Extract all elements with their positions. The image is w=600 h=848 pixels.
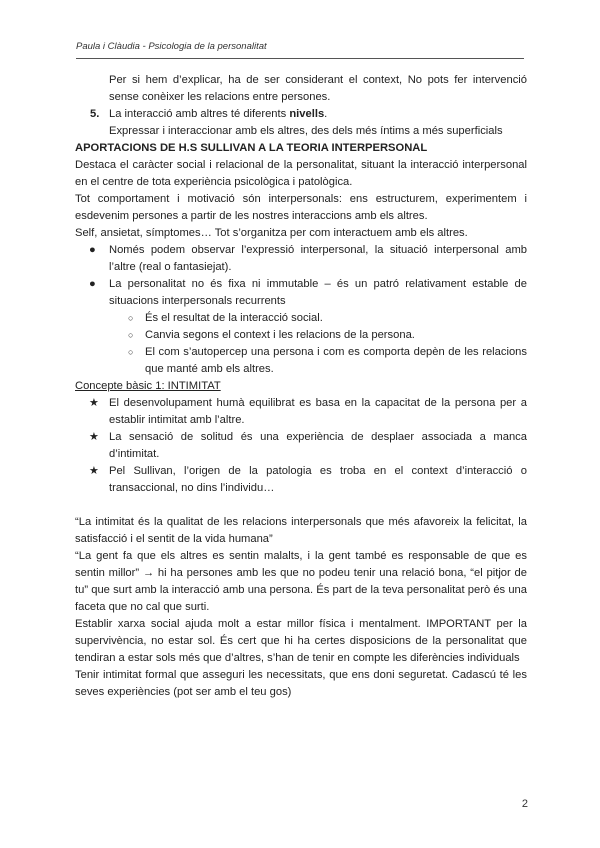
star-icon: ★ [89, 397, 100, 409]
closing-para-2: Tenir intimitat formal que asseguri les necessitats, que ens doni seguretat. Cadascú té les seves experiències (pot ser amb el teu gos) [75, 669, 527, 698]
concept-title: Concepte bàsic 1: INTIMITAT [75, 380, 221, 392]
subbullet-text: El com s’autopercep una persona i com es comporta depèn de les relacions que manté amb els altres. [145, 346, 527, 375]
closing-para-1: Establir xarxa social ajuda molt a estar millor física i mentalment. IMPORTANT per la supervivència, no estar sol. És cert que hi ha certes disposicions de la personalitat que tendiran a estar sols més que d’altres, s’han de tenir en compte les diferències individuals [75, 618, 527, 664]
circle-bullet-icon: ○ [128, 313, 134, 323]
sub-list-item [75, 310, 527, 327]
list-item [75, 242, 527, 276]
star-icon: ★ [89, 465, 100, 477]
page-number: 2 [521, 798, 528, 810]
star-list [75, 395, 527, 497]
list-item [75, 463, 527, 497]
page-header: Paula i Clàudia - Psicologia de la personalitat [76, 41, 267, 52]
star-text: La sensació de solitud és una experiència de desplaer associada a manca d’intimitat. [109, 431, 527, 460]
quote-1: “La intimitat és la qualitat de les relacions interpersonals que més afavoreix la felicitat, la satisfacció i el sentit de la vida humana” [75, 516, 527, 545]
section-heading: APORTACIONS DE H.S SULLIVAN A LA TEORIA INTERPERSONAL [75, 142, 428, 154]
item5-bold: nivells [289, 108, 325, 120]
circle-bullet-icon: ○ [128, 330, 134, 340]
star-text: El desenvolupament humà equilibrat es basa en la capacitat de la persona per a establir intimitat amb l’altre. [109, 397, 527, 426]
sub-list-item [75, 327, 527, 344]
section-para-3: Self, ansietat, símptomes… Tot s’organitza per com interactuem amb els altres. [75, 227, 468, 239]
star-icon: ★ [89, 431, 100, 443]
subbullet-text: Canvia segons el context i les relacions de la persona. [145, 329, 415, 341]
bullet-text: Només podem observar l’expressió interpersonal, la situació interpersonal amb l’altre (real o fantasiejat). [109, 244, 527, 273]
subbullet-text: És el resultat de la interacció social. [145, 312, 323, 324]
intro-paragraph: Per si hem d’explicar, ha de ser considerant el context, No pots fer intervenció sense conèixer les relacions entre persones. [109, 74, 527, 103]
numbered-item-5 [75, 106, 527, 140]
item-number: 5. [90, 108, 100, 120]
list-item [75, 276, 527, 310]
section-para-1: Destaca el caràcter social i relacional de la personalitat, situant la interacció interpersonal en el centre de tota experiència psicològica i patològica. [75, 159, 527, 188]
quote-2: “La gent fa que els altres es sentin malalts, i la gent també es responsable de que es sentin millor” → hi ha persones amb les que no podeu tenir una relació bona, “el pitjor de tu” que surt amb la interacció amb una persona. És part de la teva personalitat però és una faceta que no cal que surti. [75, 550, 527, 613]
list-item [75, 395, 527, 429]
bullet-icon: ● [89, 278, 96, 290]
blank-line [75, 497, 527, 514]
list-item [75, 429, 527, 463]
header-rule [76, 58, 524, 59]
bullet-list [75, 242, 527, 378]
section-para-2: Tot comportament i motivació són interpersonals: ens estructurem, experimentem i esdevenim persones a partir de les nostres interaccions amb els altres. [75, 193, 527, 222]
star-text: Pel Sullivan, l’origen de la patologia es troba en el context d’interacció o transaccional, no dins l’individu… [109, 465, 527, 494]
document-body [75, 72, 527, 701]
item5-end: . [324, 108, 328, 120]
item5-line2: Expressar i interaccionar amb els altres, des dels més íntims a més superficials [109, 125, 503, 137]
circle-bullet-icon: ○ [128, 347, 134, 357]
sub-list-item [75, 344, 527, 378]
item5-text: La interacció amb altres té diferents [109, 108, 290, 120]
bullet-text: La personalitat no és fixa ni immutable – és un patró relativament estable de situacions interpersonals recurrents [109, 278, 527, 307]
bullet-icon: ● [89, 244, 96, 256]
